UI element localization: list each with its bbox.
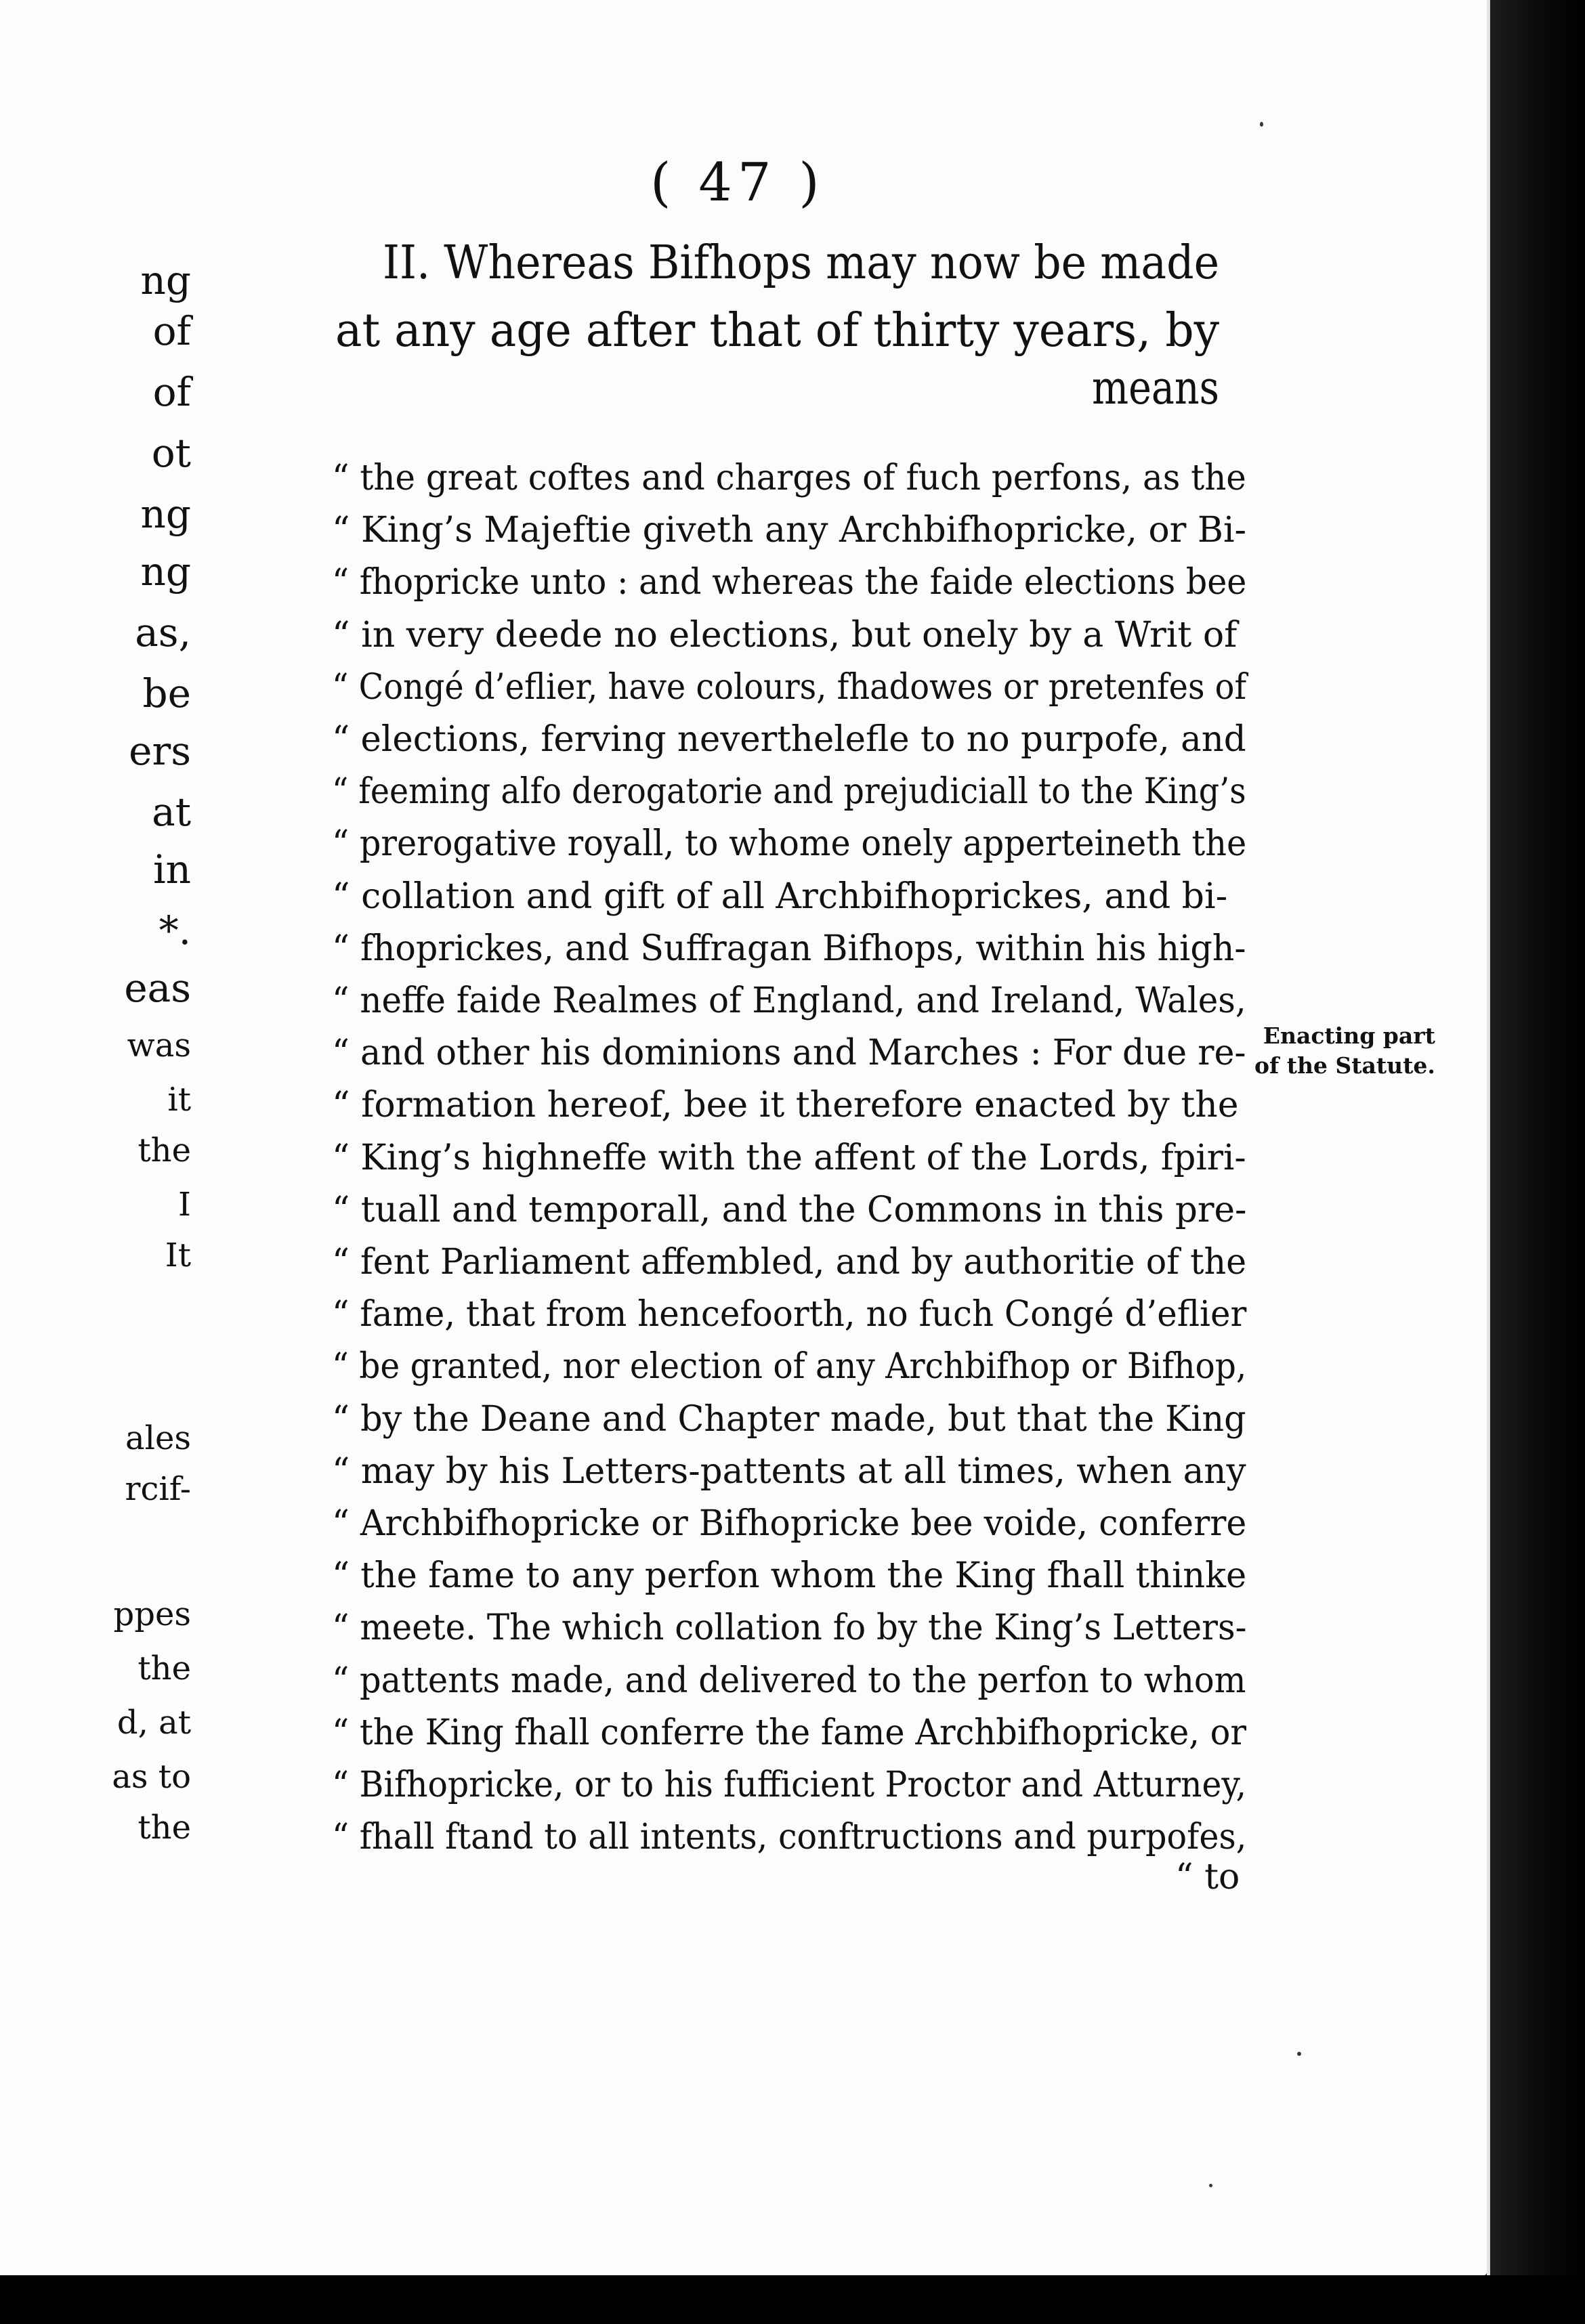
left-page-fragment: be <box>142 670 191 716</box>
page-number: ( 47 ) <box>650 152 825 213</box>
text-line: “ fhall ftand to all intents, conftructions and purpofes, <box>332 1817 1247 1857</box>
text-line: “ King’s highneffe with the affent of the Lords, fpiri- <box>332 1138 1246 1178</box>
left-page-fragment: ot <box>151 430 191 476</box>
left-page-fragment: at <box>152 789 191 835</box>
text-line: “ fhopricke unto : and whereas the faide elections bee <box>332 562 1247 603</box>
left-page-fragment: the <box>138 1132 191 1169</box>
text-line: “ prerogative royall, to whome onely apperteineth the <box>332 823 1247 864</box>
text-line: “ Bifhopricke, or to his fufficient Proctor and Atturney, <box>332 1765 1246 1805</box>
text-line: “ elections, ferving neverthelefle to no purpofe, and <box>332 719 1246 760</box>
text-line: “ by the Deane and Chapter made, but that the King <box>332 1399 1246 1440</box>
text-line: “ meete. The which collation fo by the King’s Letters- <box>332 1608 1247 1648</box>
heading-line: II. Whereas Bifhops may now be made <box>383 236 1220 290</box>
left-page-fragment: of <box>152 369 191 415</box>
heading-line: at any age after that of thirty years, by <box>335 304 1220 358</box>
text-line: “ tuall and temporall, and the Commons in this pre- <box>332 1190 1247 1230</box>
left-page-fragment: as to <box>112 1758 191 1796</box>
catchword: “ to <box>1175 1857 1240 1897</box>
heading-line: means <box>1092 362 1219 415</box>
left-page-fragment: ales <box>125 1419 191 1457</box>
text-line: “ King’s Majeftie giveth any Archbifhopricke, or Bi- <box>332 510 1247 551</box>
left-page-fragment: d, at <box>117 1704 191 1742</box>
text-line: “ be granted, nor election of any Archbifhop or Bifhop, <box>332 1346 1247 1387</box>
left-page-fragment: eas <box>124 965 191 1011</box>
text-line: “ and other his dominions and Marches : For due re- <box>332 1033 1246 1073</box>
margin-note-line: of the Statute. <box>1254 1052 1435 1079</box>
left-page-fragment: ng <box>140 257 191 303</box>
text-line: “ may by his Letters-pattents at all times, when any <box>332 1451 1246 1492</box>
text-line: “ the King fhall conferre the fame Archbifhopricke, or <box>332 1713 1247 1753</box>
left-page-fragment: ppes <box>113 1595 191 1633</box>
left-page-fragment: It <box>165 1236 191 1274</box>
text-line: “ pattents made, and delivered to the perfon to whom <box>332 1660 1246 1701</box>
left-page <box>0 0 196 2275</box>
left-page-fragment: in <box>153 846 191 892</box>
text-line: “ fhoprickes, and Suffragan Bifhops, within his high- <box>332 928 1246 969</box>
left-page-fragment: as, <box>135 609 191 655</box>
text-line: “ collation and gift of all Archbifhoprickes, and bi- <box>332 876 1228 917</box>
text-line: “ neffe faide Realmes of England, and Ireland, Wales, <box>332 981 1246 1021</box>
text-line: “ fent Parliament affembled, and by authoritie of the <box>332 1242 1247 1283</box>
text-line: “ formation hereof, bee it therefore enacted by the <box>332 1085 1239 1125</box>
left-page-fragment: ers <box>129 728 191 774</box>
text-line: “ the great coftes and charges of fuch perfons, as the <box>332 458 1246 498</box>
text-line: “ feeming alfo derogatorie and prejudiciall to the King’s <box>332 771 1246 812</box>
text-line: “ fame, that from hencefoorth, no fuch Congé d’eflier <box>332 1294 1247 1335</box>
book-binding <box>1490 0 1585 2324</box>
left-page-fragment: of <box>152 308 191 354</box>
left-page-fragment: it <box>167 1081 191 1119</box>
left-page-fragment: the <box>138 1809 191 1847</box>
text-line: “ Archbifhopricke or Bifhopricke bee voide, conferre <box>332 1503 1247 1544</box>
margin-note <box>1254 1021 1435 1081</box>
margin-note-line: Enacting part <box>1263 1023 1435 1049</box>
left-page-fragment: *. <box>158 907 191 953</box>
text-line: “ the fame to any perfon whom the King fhall thinke <box>332 1555 1247 1596</box>
left-page-fragment: I <box>178 1186 191 1224</box>
scan-border <box>0 2275 1585 2324</box>
left-page-fragment: rcif- <box>125 1470 191 1508</box>
text-line: “ in very deede no elections, but onely by a Writ of <box>332 615 1238 655</box>
left-page-fragment: ng <box>140 491 191 537</box>
left-page-fragment: ng <box>140 548 191 595</box>
left-page-fragment: was <box>127 1027 191 1064</box>
text-line: “ Congé d’eflier, have colours, fhadowes or pretenfes of <box>332 667 1247 708</box>
left-page-fragment: the <box>138 1650 191 1687</box>
